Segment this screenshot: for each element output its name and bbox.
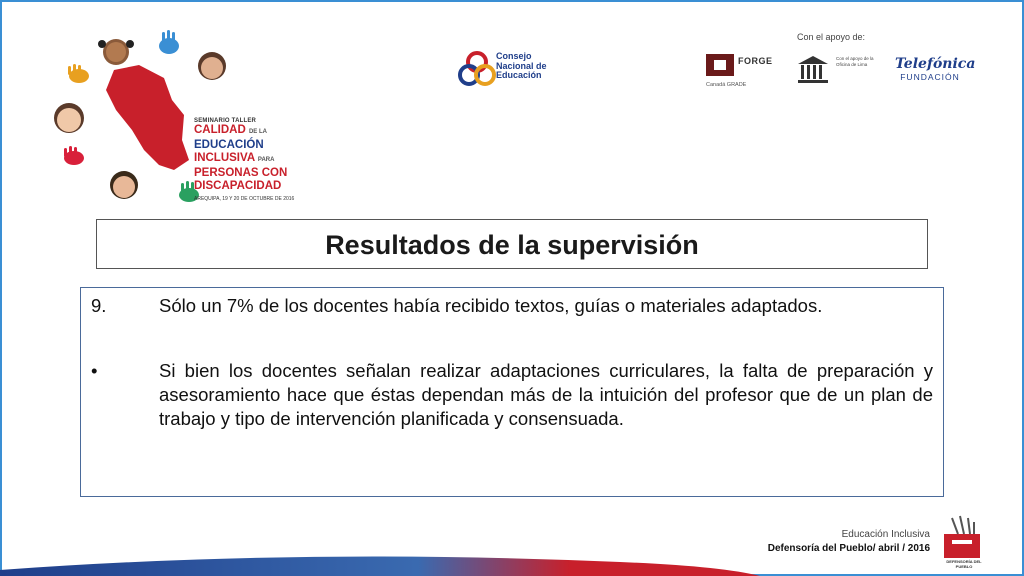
footer-line2: Defensoría del Pueblo/ abril / 2016: [767, 543, 930, 554]
list-item-text: Sólo un 7% de los docentes había recibido textos, guías o materiales adaptados.: [159, 295, 823, 316]
seminar-logo: [44, 30, 314, 210]
forge-partners: Canadá GRADE: [706, 82, 747, 88]
slide-title: Resultados de la supervisión: [325, 230, 699, 260]
footer-text: [768, 528, 930, 556]
defensoria-logo-text: DEFENSORÍA DEL PUEBLO: [946, 559, 982, 569]
seminar-line1: CALIDAD: [194, 124, 246, 136]
hand-icon: [159, 30, 179, 54]
hand-icon: [64, 146, 84, 165]
list-item: [91, 294, 933, 318]
list-marker: 9.: [91, 295, 107, 316]
telefonica-sub: FUNDACIÓN: [900, 72, 960, 82]
seminar-line1-small: DE LA: [248, 129, 267, 135]
seminar-line5: DISCAPACIDAD: [194, 180, 282, 192]
map-icon: [106, 65, 189, 170]
list-marker: •: [91, 360, 98, 381]
unesco-text: Con el apoyo de la Oficina de Lima: [836, 56, 874, 67]
telefonica-logo: [895, 56, 976, 90]
title-box: [96, 219, 928, 269]
child-face-icon: [98, 39, 134, 65]
seminar-line4: PERSONAS CON: [194, 167, 288, 179]
footer-line1: Educación Inclusiva: [841, 529, 930, 540]
forge-emblem-icon: [706, 54, 734, 76]
forge-name: FORGE: [738, 56, 773, 66]
consejo-emblem-icon: [458, 50, 496, 88]
child-face-icon: [54, 103, 84, 133]
defensoria-logo-icon: [938, 512, 986, 560]
consejo-line2: Nacional de: [496, 60, 547, 71]
child-face-icon: [110, 171, 138, 199]
seminar-date: AREQUIPA, 19 Y 20 DE OCTUBRE DE 2016: [194, 196, 295, 202]
seminar-text: [194, 118, 354, 202]
telefonica-name: Telefónica: [895, 56, 976, 72]
consejo-logo: [458, 50, 578, 90]
support-label: Con el apoyo de:: [797, 32, 866, 42]
list-item: [91, 359, 933, 431]
seminar-label: SEMINARIO TALLER: [194, 118, 257, 124]
seminar-line2: EDUCACIÓN: [194, 139, 264, 151]
unesco-logo: [796, 54, 886, 94]
consejo-line3: Educación: [496, 70, 542, 80]
content-box: [80, 287, 944, 497]
seminar-line3-small: PARA: [257, 157, 275, 163]
child-face-icon: [198, 52, 226, 80]
consejo-line1: Consejo: [496, 51, 532, 61]
unesco-temple-icon: [796, 54, 830, 86]
forge-logo: [706, 54, 776, 92]
list-item-text: Si bien los docentes señalan realizar adaptaciones curriculares, la falta de preparación y asesoramiento hace que éstas dependan más de la intuición del profesor que de un plan de trabajo y tipo de intervención planificada y consensuada.: [159, 360, 933, 429]
seminar-line3: INCLUSIVA: [194, 152, 255, 164]
hand-icon: [68, 64, 89, 83]
